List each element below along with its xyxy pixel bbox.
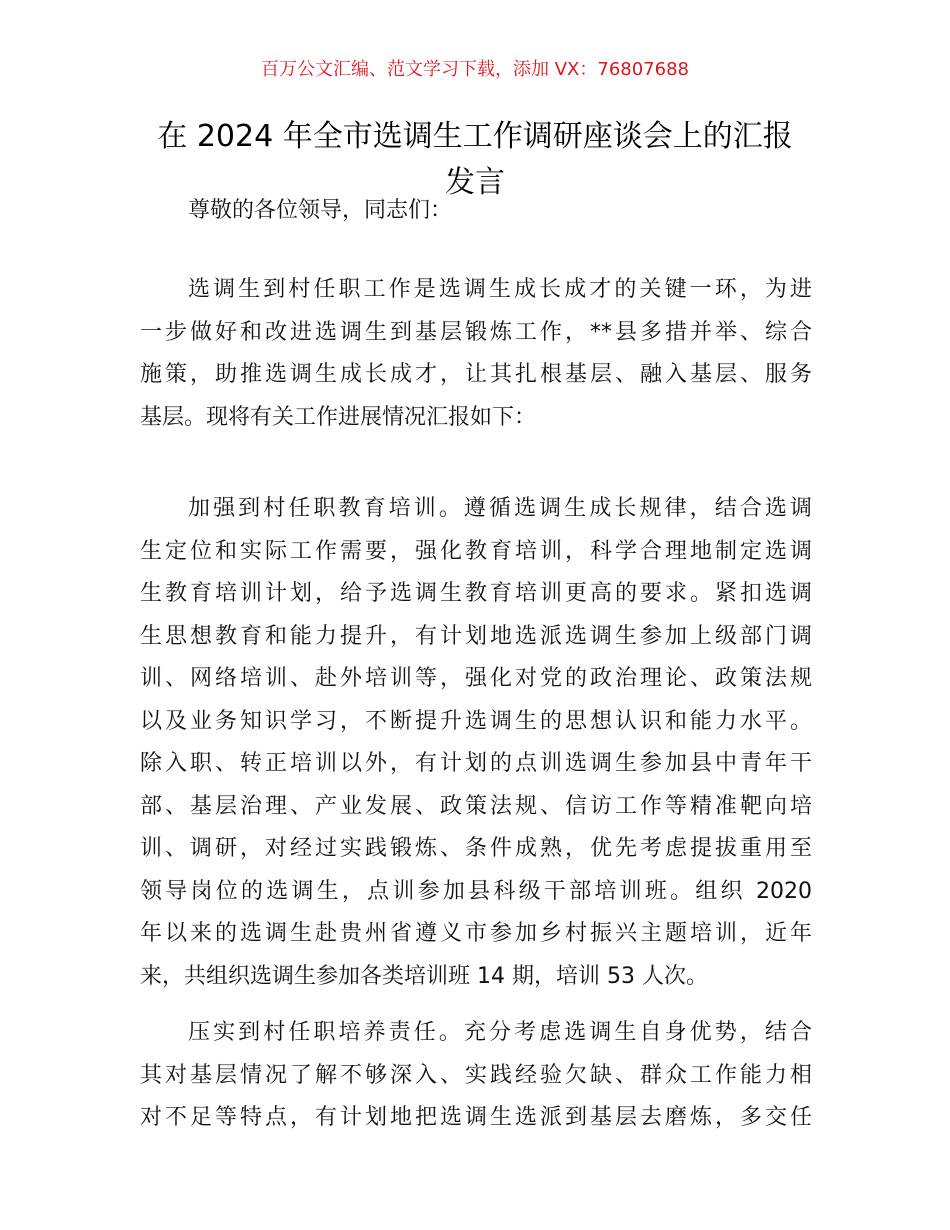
text-line: 生思想教育和能力提升，有计划地选派选调生参加上级部门调 (140, 623, 812, 649)
text-line: 其对基层情况了解不够深入、实践经验欠缺、群众工作能力相 (140, 1062, 812, 1088)
text-line: 一步做好和改进选调生到基层锻炼工作，**县多措并举、综合 (140, 319, 812, 345)
text-line: 对不足等特点，有计划地把选调生选派到基层去磨炼，多交任 (140, 1105, 812, 1130)
text-line: 领导岗位的选调生，点训参加县科级干部培训班。组织 2020 (140, 878, 812, 904)
salutation (140, 190, 812, 233)
title-line-2: 发言 (445, 165, 505, 200)
text-line: 来，共组织选调生参加各类培训班 14 期，培训 53 人次。 (140, 963, 708, 989)
paragraph-text (140, 269, 812, 439)
text-line: 生教育培训计划，给予选调生教育培训更高的要求。紧扣选调 (140, 581, 812, 606)
text-line: 训、调研，对经过实践锻炼、条件成熟，优先考虑提拔重用至 (140, 836, 812, 861)
salutation-block (140, 190, 812, 233)
paragraph-responsibility (140, 1012, 812, 1140)
text-line: 训、网络培训、赴外培训等，强化对党的政治理论、政策法规 (140, 666, 812, 691)
paragraph-text (140, 1012, 812, 1140)
download-notice: 百万公文汇编、范文学习下载，添加 VX：76807688 (261, 59, 689, 80)
text-line: 生定位和实际工作需要，强化教育培训，科学合理地制定选调 (140, 538, 812, 564)
salutation-text: 尊敬的各位领导，同志们： (188, 198, 453, 223)
text-line: 基层。现将有关工作进展情况汇报如下： (140, 404, 537, 430)
text-line: 施策，助推选调生成长成才，让其扎根基层、融入基层、服务 (140, 362, 812, 387)
text-line: 除入职、转正培训以外，有计划的点训选调生参加县中青年干 (140, 751, 812, 776)
title-line-1: 在 2024 年全市选调生工作调研座谈会上的汇报 (157, 119, 793, 154)
paragraph-training (140, 488, 812, 998)
paragraph-text (140, 488, 812, 998)
text-line: 部、基层治理、产业发展、政策法规、信访工作等精准靶向培 (140, 793, 812, 819)
text-line: 加强到村任职教育培训。遵循选调生成长规律，结合选调 (188, 496, 812, 521)
text-line: 选调生到村任职工作是选调生成长成才的关键一环，为进 (188, 277, 812, 302)
text-line: 年以来的选调生赴贵州省遵义市参加乡村振兴主题培训，近年 (140, 921, 812, 946)
paragraph-intro (140, 269, 812, 439)
text-line: 压实到村任职培养责任。充分考虑选调生自身优势，结合 (188, 1020, 812, 1045)
text-line: 以及业务知识学习，不断提升选调生的思想认识和能力水平。 (140, 708, 812, 734)
